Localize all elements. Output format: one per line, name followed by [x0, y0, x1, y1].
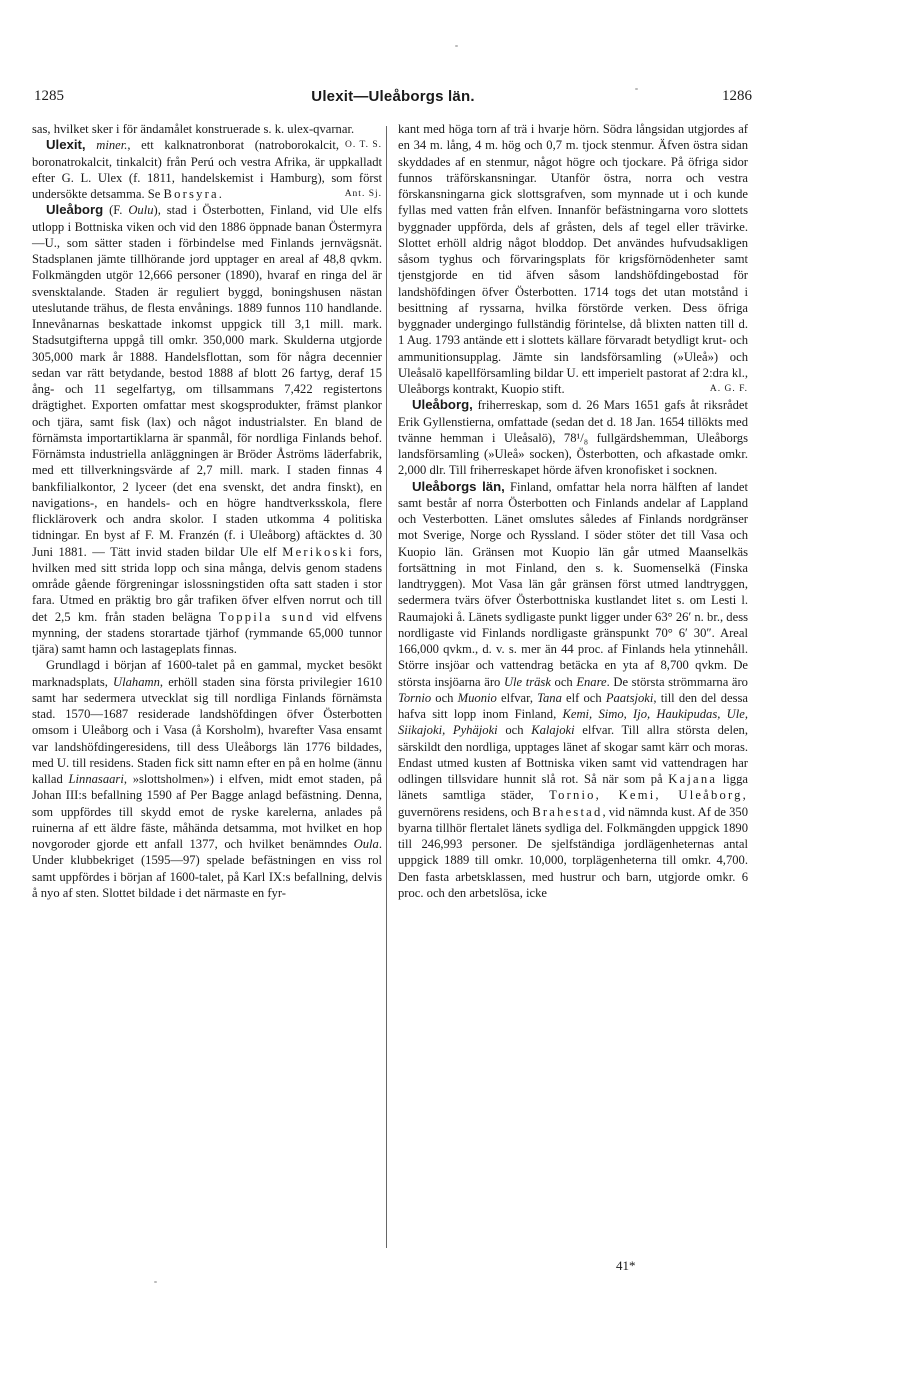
- author-signature: O. T. S.: [345, 140, 382, 151]
- paper-speck: [635, 88, 638, 90]
- headword: Uleåborg,: [412, 397, 473, 413]
- page-header: [34, 88, 752, 110]
- author-signature: A. G. F.: [709, 384, 748, 394]
- headword: Uleåborgs län,: [412, 478, 505, 494]
- right-column: [398, 121, 748, 901]
- entry-continuation: kant med höga torn af trä i hvarje hörn. Södra långsidan utgjordes af en 34 m. lång, 4 m. hög och 0,7 m. tjock stenmur. Äfven östra sidan skyddades af en stenmur, något högre och tjockare. På öfriga sidor funnos träförskansningar. Utanför östra, norra och vestra förskansningarna gick slottsgrafven, som mynnade ut i och kunde fyllas med vatten från elfven. Innanför befästningarna voro slottets byggnader uppförda, dels af gråsten, dels af tegel eller trävirke. Slottet erhöll aldrig något bloddop. Det användes hufvudsakligen såsom tyghus och förvaringsplats för krigsförnödenheter samt tjenstgjorde en tid äfven såsom landshöfdingebostad för landshöfdingen öfver Österbotten. 1714 togs det utan motstånd i besittning af ryssarna, hvilka förstörde verken. Dess öfriga byggnader undergingo fullständig förintelse, då blixten natten till d. 1 Aug. 1793 antände ett i slottets källare förvaradt betydligt krut- och ammunitionsupplag. Jämte sin landsförsamling (»Uleå») och Uleåsalö kapellförsamling bildar U. ett imperielt pastorat af 2:dra kl., Uleåborgs kontrakt, Kuopio stift. A. G. F.: [398, 122, 748, 396]
- left-column: [32, 121, 382, 901]
- paper-speck: [154, 1281, 157, 1283]
- headword: Ulexit,: [46, 137, 86, 153]
- running-title: Ulexit—Uleåborgs län.: [311, 88, 475, 105]
- entry-ulexit: Ulexit, miner., ett kalknatronborat (natroborokalcit, boronatrokalcit, tinkalcit) från Perú och vestra Afrika, är uppkalladt efter G. L. Ulex (f. 1811, handelskemist i Hamburg), som först undersökte detsamma. Se Borsyra. Ant. Sj.: [32, 137, 382, 201]
- paper-speck: [455, 45, 458, 47]
- cross-reference: Borsyra.: [163, 187, 225, 201]
- page-number-right: 1286: [722, 88, 752, 104]
- entry-continuation: sas, hvilket sker i för ändamålet konstruerade s. k. ulex-qvarnar. O. T. S.: [32, 121, 382, 137]
- headword: Uleåborg: [46, 202, 104, 218]
- author-signature: Ant. Sj.: [344, 189, 382, 199]
- entry-uleaborg-history: Grundlagd i början af 1600-talet på en gammal, mycket besökt marknadsplats, Ulahamn, erhöll staden sina första privilegier 1610 samt har sedermera utvecklat sig till nordliga Finlands förnämsta stad. 1570—1687 residerade landshöfdingen öfver Österbotten omsom i Uleåborg och i Vasa (å Korsholm), hvarefter Vasa ensamt var landshöfdingeresidens, till dess Uleåborgs län 1776 bildades, med U. till residens. Staden fick sitt namn efter en på en holme (ännu kallad Linnasaari, »slottsholmen») i elfven, midt emot staden, på Johan III:s befallning 1590 af Per Bagge anlagd befästning. Denna, som uppfördes till skydd emot de ryske karelerna, anlades på ruinerna af ett äldre fäste, måhända detsamma, mot hvilket en hop novgoroder gjorde ett anfall 1377, och hvilket benämndes Oula. Under klubbekriget (1595—97) spelade befästningen en viss rol samt uppfördes i början af 1600-talet, på Karl IX:s befallning, delvis å nyo af sten. Slottet bildade i det närmaste en fyr-: [32, 658, 382, 900]
- entry-uleaborg: Uleåborg (F. Oulu), stad i Österbotten, Finland, vid Ule elfs utlopp i Bottniska viken och vid den 1886 öppnade banan Östermyra—U., som sätter staden i förbindelse med Finlands jernvägsnät. Stadsplanen jämte tillhörande jord upptager en areal af 48,8 qvkm. Folkmängden utgör 12,666 personer (1890), hvaraf en ringa del är svensktalande. Staden är reguliert byggd, boningshusen nästan uteslutande trähus, de flesta envånings. 1889 funnos 110 handlande. Innevånarnas beskattade inkomst uppgick till 3,1 mill. mark. Stadsutgifterna uppgå till omkr. 350,000 mark. Skulderna utgjorde 305,000 mark år 1888. Handelsflottan, som för några decennier sedan var rätt betydande, bestod 1888 af blott 26 fartyg, deraf 15 ång- och 11 segelfartyg, om tillsammans 7,422 registertons drägtighet. Exporten omfattar mest skogsprodukter, främst plankor och tjära, samt fisk (lax) och något industrialster. En bland de förnämsta importartiklarna är spanmål, för nordliga Finlands behof. Förnämsta industriella anläggningen är Bröder Åströms läderfabrik, med ett tillverkningsvärde af 2,7 mill. mark. I staden finnas 4 bankfilialkontor, 2 lyceer (det ena svenskt, det andra finskt), en navigations-, en handels- och en högre handtverksskola, flere flickläroverk och andra skolor. I staden utkomma 4 politiska tidningar. En byst af F. M. Franzén (f. i Uleåborg) aftäcktes d. 30 Juni 1881. — Tätt invid staden bildar Ule elf Merikoski fors, hvilken med sitt strida lopp och sina många, delvis genom stadens område gående förgreningar islossningstiden ofta satt staden i stor fara. Utmed en präktig bro går trafiken öfver elfven norrut och till det 2,5 km. från staden belägna Toppila sund vid elfvens mynning, der stadens storartade tjärhof (rymmande 65,000 tunnor tjära) samt hamn och lastageplats finnas.: [32, 202, 382, 656]
- signature-mark: 41*: [616, 1258, 636, 1273]
- page-number-left: 1285: [34, 88, 64, 104]
- entry-uleaborgs-lan: Uleåborgs län, Finland, omfattar hela norra hälften af landet samt består af norra Österbotten och Finlands andelar af Lappland och Vesterbotten. Länet omslutes således af Finlands nordgränser mot Sverige, Norge och Ryssland. I söder stöter det till Vasa och Kuopio län. Gränsen mot Kuopio län går utmed Maanselkäs fortsättning in mot Finland, den s. k. Suomenselkä (Finska landtryggen). Mot Vasa län går gränsen först utmed landtryggen, sedermera tvärs öfver Österbottniska kustlandet litet s. om Lesti l. Raumajoki å. Länets sydligaste punkt ligger under 63° 26′ n. br., dess nordligaste vid Finlands nordligaste gränspunkt 70° 6′ 30″. Areal 166,000 qvkm., d. v. s. mer än 44 proc. af Finlands hela ytinnehåll. Större insjöar och vattendrag betäcka en yta af 8,700 qvkm. De största insjöarna äro Ule träsk och Enare. De största strömmarna äro Tornio och Muonio elfvar, Tana elf och Paatsjoki, till den del dessa hafva sitt lopp inom Finland, Kemi, Simo, Ijo, Haukipudas, Ule, Siikajoki, Pyhäjoki och Kalajoki elfvar. Till allra största delen, särskildt den nordliga, upptages länet af skogar samt kärr och moras. Endast utmed kusten af Bottniska viken samt vid vattendragen har odlingen tillsvidare hunnit slå rot. Så när som på Kajana ligga länets samtliga städer, Tornio, Kemi, Uleåborg, guvernörens residens, och Brahestad, vid nämnda kust. Af de 350 byarna tillhör flertalet länets sydliga del. Folkmängden uppgick 1890 till 246,993 personer. De sjelfständiga jordlägenheternas antal uppgick 1889 till omkr. 10,000, torplägenheterna till omkr. 4,700. Den fasta arbetsklassen, med hustrur och barn, utgjorde omkr. 6 proc. och den arbetslösa, icke: [398, 478, 749, 900]
- column-divider: [386, 126, 387, 1248]
- entry-uleaborg-barony: Uleåborg, friherreskap, som d. 26 Mars 1651 gafs åt riksrådet Erik Gyllenstierna, omfattade (sedan det d. 18 Jan. 1654 tillökts med tvänne hemman i Uleåsalö), 78¹/₈ fullgärdshemman, Uleåborgs landsförsamling (»Uleå» socken), Österbotten, och afkastade omkr. 2,000 dlr. Till friherreskapet hörde äfven kronofisket i socknen.: [398, 397, 748, 478]
